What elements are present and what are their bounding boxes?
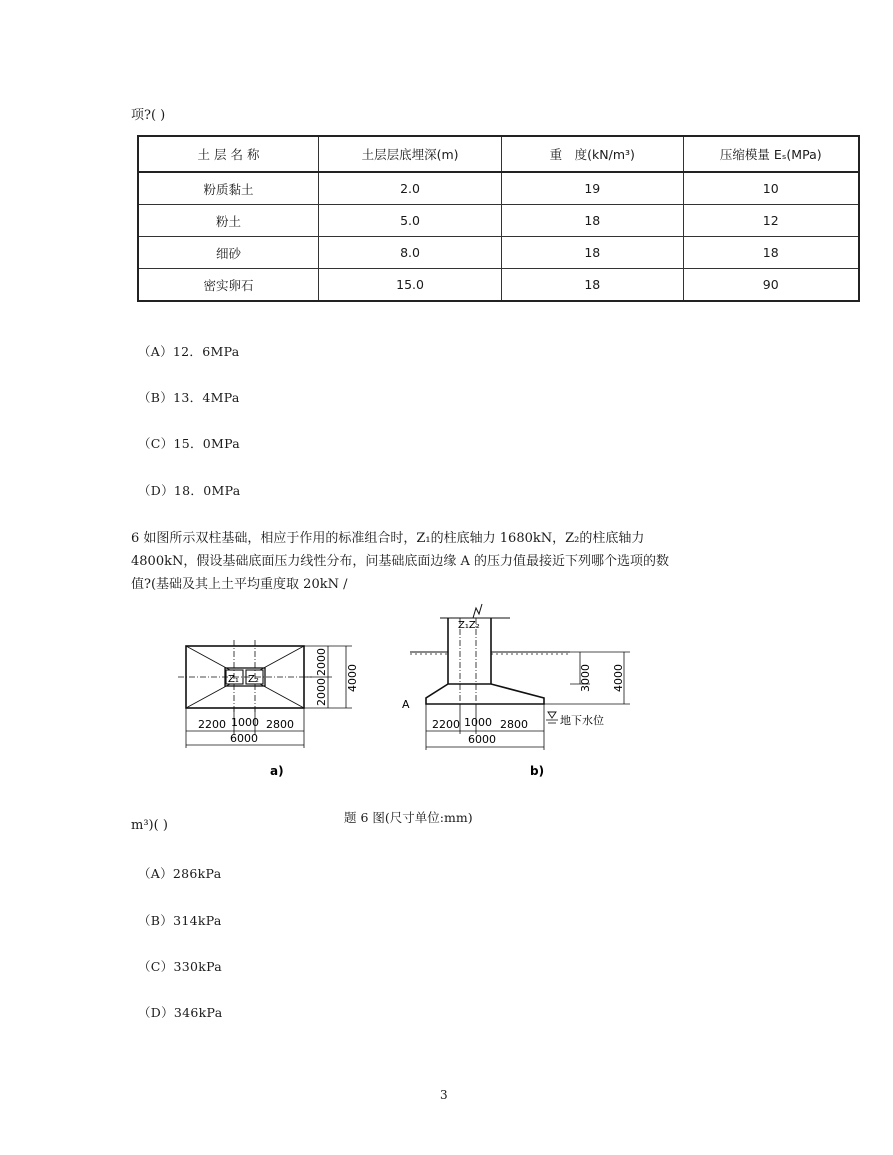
dim-label: 4000	[612, 664, 625, 692]
option-c: （C）15．0MPa	[138, 436, 241, 451]
question-6-line: 4800kN，假设基础底面压力线性分布，问基础底面边缘 A 的压力值最接近下列哪个选项的数	[131, 554, 669, 569]
dim-label: 2800	[500, 718, 528, 731]
option-c: （C）330kPa	[138, 959, 222, 974]
table-header: 土 层 名 称	[138, 136, 318, 172]
table-cell: 8.0	[318, 237, 501, 269]
table-cell: 18	[683, 237, 859, 269]
question-5-tail: 项?( )	[131, 108, 166, 123]
table-header: 土层层底埋深(m)	[318, 136, 501, 172]
table-cell: 密实卵石	[138, 269, 318, 302]
dim-label: 2000	[315, 678, 328, 706]
soil-layer-table	[137, 135, 860, 302]
columns-label: Z₁Z₂	[458, 620, 480, 631]
dim-label: 1000	[231, 716, 259, 729]
question-6-line: 6 如图所示双柱基础，相应于作用的标准组合时，Z₁的柱底轴力 1680kN，Z₂的柱底轴力	[131, 531, 645, 546]
figure-b-label: b)	[530, 764, 545, 778]
foundation-figure	[170, 600, 650, 800]
point-a-label: A	[402, 698, 410, 711]
question-6-line: m³)( )	[131, 818, 168, 833]
table-header-row	[138, 136, 859, 172]
figure-a-label: a)	[270, 764, 284, 778]
dim-label: 1000	[464, 716, 492, 729]
table-row	[138, 269, 859, 302]
page-number: 3	[440, 1088, 448, 1102]
table-cell: 18	[502, 205, 683, 237]
option-b: （B）314kPa	[138, 913, 222, 928]
table-cell: 细砂	[138, 237, 318, 269]
table-row	[138, 205, 859, 237]
question-6-text	[131, 527, 771, 596]
table-cell: 粉质黏土	[138, 172, 318, 205]
dim-label: 6000	[468, 733, 496, 746]
option-a: （A）12．6MPa	[138, 344, 240, 359]
table-row	[138, 172, 859, 205]
table-cell: 90	[683, 269, 859, 302]
option-b: （B）13．4MPa	[138, 390, 240, 405]
table-cell: 5.0	[318, 205, 501, 237]
option-a: （A）286kPa	[138, 866, 222, 881]
figure-caption: 题 6 图(尺寸单位:mm)	[344, 810, 473, 825]
table-cell: 18	[502, 269, 683, 302]
dim-label: 2200	[432, 718, 460, 731]
question-6-line: 值?(基础及其上土平均重度取 20kN /	[131, 577, 348, 592]
table-cell: 19	[502, 172, 683, 205]
table-row	[138, 237, 859, 269]
column-z2-label: Z₂	[248, 674, 259, 685]
dim-label: 4000	[346, 664, 359, 692]
option-d: （D）18．0MPa	[138, 483, 241, 498]
water-table-label: 地下水位	[560, 714, 604, 727]
table-cell: 粉土	[138, 205, 318, 237]
table-cell: 15.0	[318, 269, 501, 302]
table-header: 重 度(kN/m³)	[502, 136, 683, 172]
table-cell: 10	[683, 172, 859, 205]
table-cell: 2.0	[318, 172, 501, 205]
dim-label: 2200	[198, 718, 226, 731]
dim-label: 2800	[266, 718, 294, 731]
table-cell: 12	[683, 205, 859, 237]
table-header: 压缩模量 Eₛ(MPa)	[683, 136, 859, 172]
dim-label: 6000	[230, 732, 258, 745]
dim-label: 3000	[579, 664, 592, 692]
column-z1-label: Z₁	[228, 674, 239, 685]
table-cell: 18	[502, 237, 683, 269]
dim-label: 2000	[315, 648, 328, 676]
option-d: （D）346kPa	[138, 1005, 223, 1020]
